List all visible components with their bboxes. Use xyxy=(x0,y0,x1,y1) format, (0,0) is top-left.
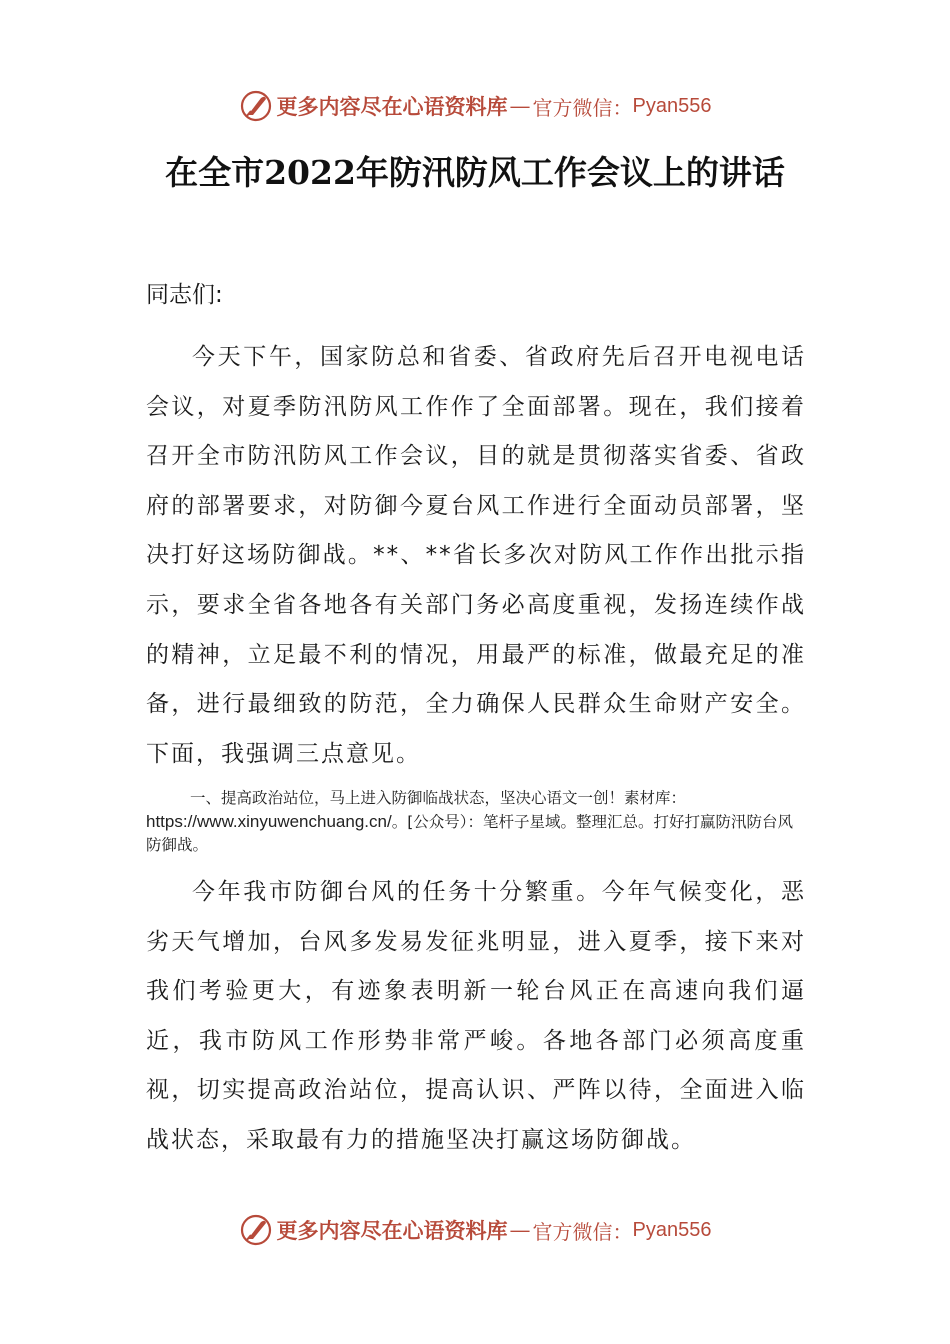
section-heading-text-b: 。[公众号）：笔杆子星域。整理汇总。打好打赢防汛防台风防御战。 xyxy=(146,813,793,854)
banner-wechat-id: Pyan556 xyxy=(632,94,712,117)
banner-wechat-id: Pyan556 xyxy=(632,1218,712,1241)
header-banner xyxy=(0,86,950,126)
greeting: 同志们: xyxy=(146,282,223,308)
banner-wechat-label: 官方微信： xyxy=(532,95,633,120)
banner-dash: — xyxy=(509,94,531,118)
document-title: 在全市2022年防汛防风工作会议上的讲话 xyxy=(165,153,785,192)
banner-brand-text: 更多内容尽在心语资料库 xyxy=(276,1218,508,1243)
banner-brand-text: 更多内容尽在心语资料库 xyxy=(276,94,508,119)
section-heading-1 xyxy=(146,787,808,857)
banner-wechat-label: 官方微信： xyxy=(532,1219,633,1244)
banner-dash: — xyxy=(509,1218,531,1242)
quill-pen-icon xyxy=(239,1213,273,1247)
paragraph-intro: 今天下午，国家防总和省委、省政府先后召开电视电话会议，对夏季防汛防风工作作了全面部署。现在，我们接着召开全市防汛防风工作会议，目的就是贯彻落实省委、省政府的部署要求，对防御今夏台风工作进行全面动员部署，坚决打好这场防御战。**、**省长多次对防风工作作出批示指示，要求全省各地各有关部门务必高度重视，发扬连续作战的精神，立足最不利的情况，用最严的标准，做最充足的准备，进行最细致的防范，全力确保人民群众生命财产安全。下面，我强调三点意见。 xyxy=(146,344,806,767)
section-heading-text-a: 一、提高政治站位，马上进入防御临战状态，坚决心语文一创！素材库： xyxy=(190,789,687,807)
paragraph-section-1: 今年我市防御台风的任务十分繁重。今年气候变化，恶劣天气增加，台风多发易发征兆明显，进入夏季，接下来对我们考验更大，有迹象表明新一轮台风正在高速向我们逼近，我市防风工作形势非常严峻。各地各部门必须高度重视，切实提高政治站位，提高认识、严阵以待，全面进入临战状态，采取最有力的措施坚决打赢这场防御战。 xyxy=(146,879,806,1153)
footer-banner xyxy=(0,1210,950,1250)
section-heading-url: https://www.xinyuwenchuang.cn/ xyxy=(146,812,392,831)
quill-pen-icon xyxy=(239,89,273,123)
